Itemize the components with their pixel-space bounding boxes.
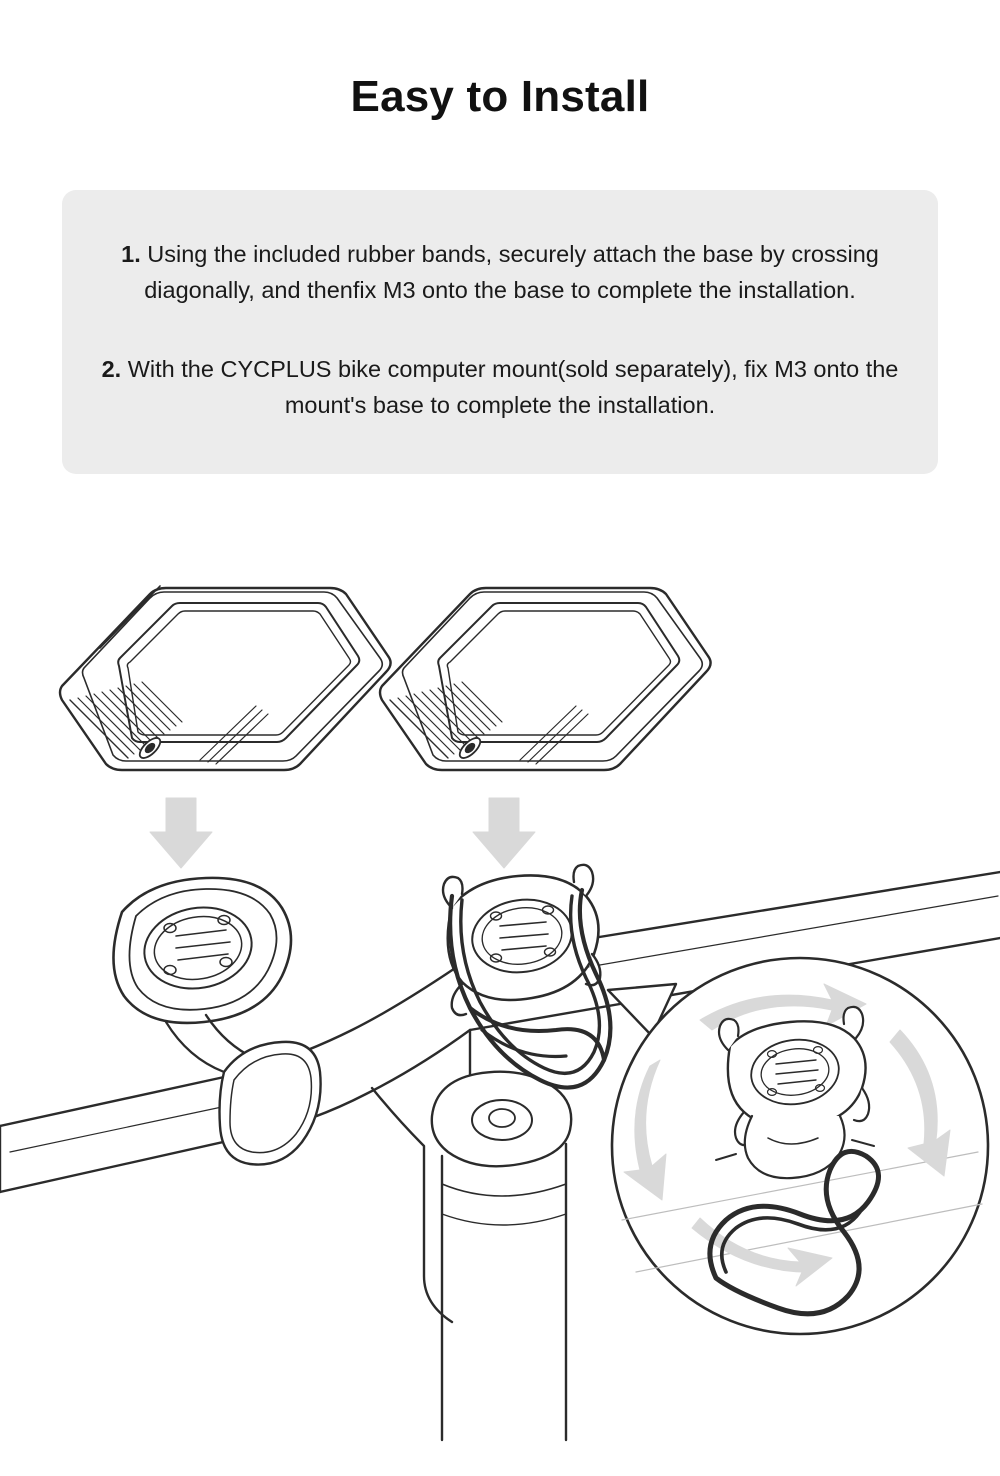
- downward-arrow-right: [473, 798, 535, 868]
- bicycle-stem: [372, 1030, 571, 1440]
- instruction-step-2: [98, 351, 902, 424]
- instructions-panel: [62, 190, 938, 474]
- installation-diagram-svg: [0, 560, 1000, 1476]
- device-left: [60, 586, 391, 770]
- instruction-step-1-text: Using the included rubber bands, securely attach the base by crossing diagonally, and thenfix M3 onto the base to complete the installation.: [144, 241, 879, 304]
- mount-right: [443, 865, 610, 1088]
- instruction-step-1-number: 1.: [121, 241, 141, 267]
- downward-arrow-left: [150, 798, 212, 868]
- device-right: [380, 588, 711, 770]
- installation-illustration: [0, 560, 1000, 1476]
- instruction-step-2-number: 2.: [101, 355, 122, 382]
- instruction-step-2-text: With the CYCPLUS bike computer mount(sold separately), fix M3 onto the mount's base to complete the installation.: [127, 355, 899, 419]
- instruction-step-1: [98, 236, 902, 309]
- page-title: Easy to Install: [350, 72, 650, 121]
- mount-left: [113, 878, 320, 1165]
- rubber-band-detail-callout: [608, 958, 988, 1334]
